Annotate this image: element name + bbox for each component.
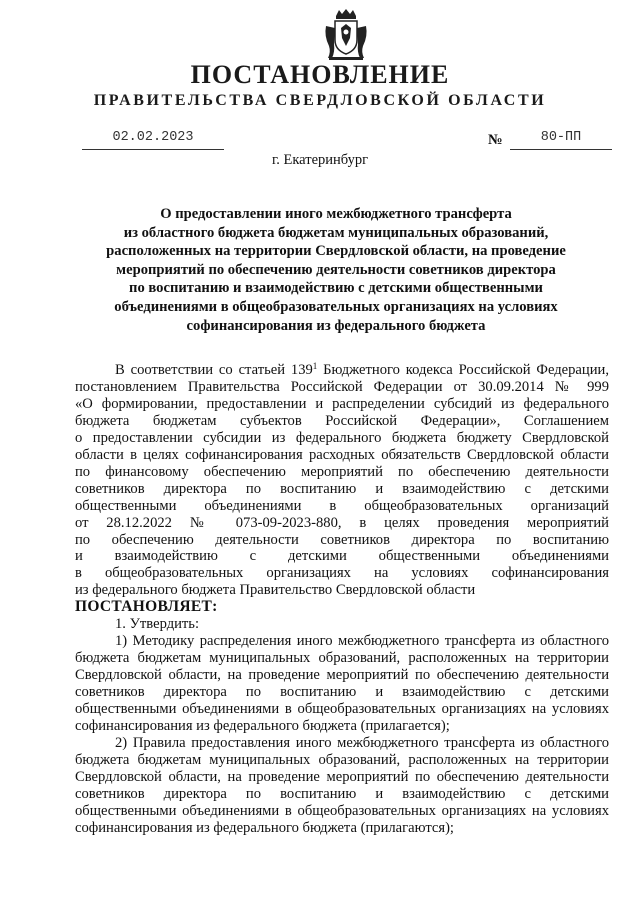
document-type-heading: ПОСТАНОВЛЕНИЕ [190,60,450,89]
body-line: из федерального бюджета Правительство Свердловской области [75,582,476,599]
number-sign: № [488,132,503,148]
body-line: Свердловской области, на проведение мероприятий по обеспечению деятельности [75,667,609,684]
decree-word: ПОСТАНОВЛЯЕТ: [75,598,218,616]
title-line: расположенных на территории Свердловской области, на проведение [106,243,566,260]
body-line: о предоставлении субсидии из федерального бюджета бюджету Свердловской [75,429,609,446]
issuer-heading: ПРАВИТЕЛЬСТВА СВЕРДЛОВСКОЙ ОБЛАСТИ [93,92,547,109]
body-line: софинансирования из федерального бюджета (прилагается); [75,718,450,735]
body-line: в общеобразовательных организациях на условиях софинансирования [75,565,609,582]
body-line: бюджета бюджетам субъектов Российской Федерации», Соглашением [75,412,609,429]
body-line: 1) Методику распределения иного межбюджетного трансферта из областного [115,633,609,650]
body-line: от 28.12.2022 № 073-09-2023-880, в целях проведения мероприятий [75,514,609,531]
title-line: объединениями в общеобразовательных организациях на условиях [114,298,558,315]
body-line: советников директора по воспитанию и взаимодействию с детскими [75,785,609,802]
body-line: общественными объединениями в общеобразовательных организациях на условиях [75,802,609,819]
body-line: общественными объединениями в общеобразовательных организациях на условиях [75,701,609,718]
document-title [86,205,586,335]
body-line: советников директора по воспитанию и взаимодействию с детскими [75,480,609,497]
title-line: по воспитанию и взаимодействию с детскими общественными [129,280,543,297]
body-line: области в целях софинансирования расходных обязательств Свердловской области [75,446,609,463]
coat-of-arms-icon [323,8,369,62]
article-superscript: 1 [312,361,318,371]
body-line: постановлением Правительства Российской Федерации от 30.09.2014 № 999 [75,378,609,395]
preamble-paragraph [75,362,609,599]
title-line: из областного бюджета бюджетам муниципальных образований, [123,224,549,241]
body-line: по обеспечению деятельности советников директора по воспитанию [75,531,609,548]
document-date: 02.02.2023 [82,129,224,150]
body-line: и взаимодействию с детскими общественными объединениями [75,548,609,565]
body-line: Свердловской области, на проведение мероприятий по обеспечению деятельности [75,768,609,785]
title-line: О предоставлении иного межбюджетного трансферта [160,206,512,222]
preamble-text: Бюджетного кодекса Российской Федерации, [317,362,609,378]
title-line: софинансирования из федерального бюджета [186,317,486,334]
preamble-text: В соответствии со статьей 139 [115,362,313,378]
body-line: общественными объединениями в общеобразовательных организаций [75,497,609,514]
body-line: бюджета бюджетам муниципальных образований, расположенных на территории [75,650,609,667]
document-number: 80-ПП [510,129,612,150]
item-1: 1. Утвердить: [115,616,200,633]
document-body [75,362,609,837]
body-line: «О формировании, предоставлении и распределении субсидий из федерального [75,395,609,412]
title-line: мероприятий по обеспечению деятельности советников директора [116,261,556,278]
body-line: советников директора по воспитанию и взаимодействию с детскими [75,684,609,701]
body-line: по финансовому обеспечению мероприятий по обеспечению деятельности [75,463,609,480]
body-line [75,362,609,379]
coat-of-arms-emblem [323,8,369,62]
body-line: 2) Правила предоставления иного межбюджетного трансферта из областного [115,734,609,751]
subitem-1-paragraph [75,633,609,735]
city-line: г. Екатеринбург [271,152,369,168]
body-line: бюджета бюджетам муниципальных образований, расположенных на территории [75,751,609,768]
subitem-2-paragraph [75,735,609,837]
body-line: софинансирования из федерального бюджета (прилагаются); [75,819,454,836]
